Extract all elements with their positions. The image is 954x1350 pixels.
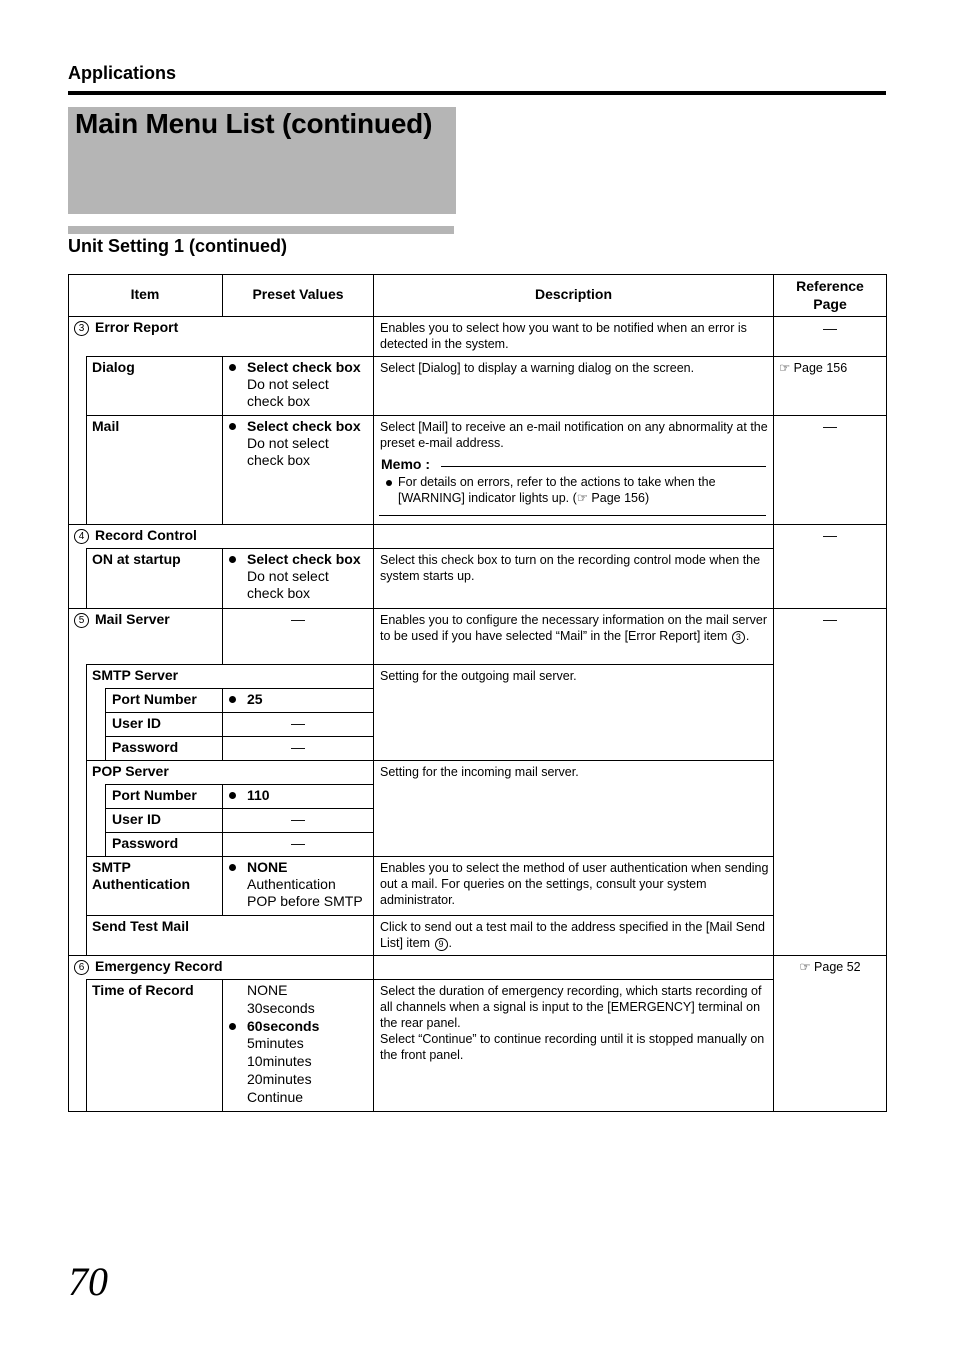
subtitle-rule (68, 226, 454, 234)
col-header-item: Item (130, 286, 160, 302)
desc-send-test-mail (380, 919, 770, 951)
item-emergency-record-label: Emergency Record (95, 958, 223, 974)
item-on-at-startup: ON at startup (92, 551, 181, 567)
time-option: 20minutes (247, 1070, 312, 1087)
preset-pop-user-id: — (291, 811, 305, 827)
item-record-control (74, 527, 374, 544)
item-number-5-icon: 5 (74, 613, 89, 628)
preset-dialog-alt-2: check box (247, 393, 311, 409)
ref-dialog: ☞ Page 156 (779, 361, 848, 375)
ref-record-control: — (823, 527, 837, 543)
time-option: 10minutes (247, 1053, 312, 1070)
desc-mail-server-text: Enables you to configure the necessary information on the mail server to be used if you have selected “Mail” in the [Error Report] item (380, 613, 768, 643)
item-mail-server (74, 611, 224, 628)
item-record-control-label: Record Control (95, 527, 197, 543)
time-option: Continue (247, 1088, 304, 1105)
item-pop-server: POP Server (92, 763, 169, 779)
preset-mail-alt: Do not select (247, 435, 329, 451)
desc-time-of-record-1: Select the duration of emergency recording, which starts recording of all channels when a signal is input to the [EMERGENCY] terminal on the rear panel. (380, 984, 762, 1030)
item-pop-password: Password (112, 835, 179, 851)
item-error-report (74, 319, 374, 336)
ref-mail: — (823, 418, 837, 434)
desc-dialog: Select [Dialog] to display a warning dialog on the screen. (380, 361, 695, 375)
preset-dialog (223, 359, 373, 410)
preset-time-of-record (223, 982, 373, 1107)
preset-smtp-user-id: — (291, 715, 305, 731)
item-smtp-password: Password (112, 739, 179, 755)
page-title: Main Menu List (continued) (75, 108, 433, 139)
col-header-reference (774, 277, 886, 313)
desc-smtp-server: Setting for the outgoing mail server. (380, 669, 577, 683)
col-header-description: Description (534, 286, 612, 302)
item-send-test-mail: Send Test Mail (92, 918, 189, 934)
header-rule (68, 91, 886, 95)
desc-send-test-mail-text: Click to send out a test mail to the address specified in the [Mail Send List] item (380, 920, 765, 950)
item-number-3-icon: 3 (74, 321, 89, 336)
desc-pop-server: Setting for the incoming mail server. (380, 765, 579, 779)
col-header-reference-line2: Page (813, 296, 847, 312)
preset-pop-password: — (291, 835, 305, 851)
memo-title: Memo : (381, 456, 434, 473)
item-pop-user-id: User ID (112, 811, 162, 827)
preset-mail-selected: Select check box (223, 418, 373, 435)
desc-time-of-record-2: Select “Continue” to continue recording until it is stopped manually on the front panel. (380, 1032, 765, 1062)
ref-emergency-record: ☞ Page 52 (799, 960, 861, 974)
item-emergency-record (74, 958, 374, 975)
item-dialog: Dialog (92, 359, 135, 375)
preset-mail-alt-2: check box (247, 452, 311, 468)
item-pop-port-number: Port Number (112, 787, 197, 803)
preset-smtp-authentication-alt: Authentication (247, 876, 336, 892)
desc-time-of-record (380, 983, 770, 1063)
item-mail: Mail (92, 418, 120, 434)
item-number-4-icon: 4 (74, 529, 89, 544)
item-smtp-authentication (92, 859, 220, 893)
memo-bottom-rule (379, 515, 766, 516)
desc-error-report: Enables you to select how you want to be notified when an error is detected in the system. (380, 321, 747, 351)
page-number: 70 (68, 1259, 108, 1304)
section-subtitle: Unit Setting 1 (continued) (68, 236, 287, 256)
preset-mail-server: — (291, 611, 305, 627)
item-time-of-record: Time of Record (92, 982, 194, 998)
desc-on-at-startup: Select this check box to turn on the recording control mode when the system starts up. (380, 553, 761, 583)
desc-send-test-mail-end: . (448, 936, 452, 950)
ref-mail-server: — (823, 611, 837, 627)
item-number-6-icon: 6 (74, 960, 89, 975)
section-label: Applications (68, 63, 177, 83)
time-option: 60seconds (223, 1018, 373, 1036)
item-smtp-port-number: Port Number (112, 691, 197, 707)
col-header-preset: Preset Values (252, 286, 344, 302)
preset-pop-port-number (223, 787, 373, 804)
time-option: NONE (247, 982, 288, 998)
title-banner (68, 107, 456, 214)
preset-pop-port-number-value: 110 (223, 787, 373, 804)
preset-on-at-startup-selected: Select check box (223, 551, 373, 568)
preset-dialog-selected: Select check box (223, 359, 373, 376)
menu-table (68, 274, 887, 1112)
ref-error-report: — (823, 320, 837, 336)
memo-text: For details on errors, refer to the actions to take when the [WARNING] indicator lights up. (☞ Page 156) (380, 474, 740, 506)
item-smtp-server: SMTP Server (92, 667, 179, 683)
preset-on-at-startup-alt-2: check box (247, 585, 311, 601)
preset-on-at-startup-alt: Do not select (247, 568, 329, 584)
preset-smtp-port-number (223, 691, 373, 708)
preset-mail (223, 418, 373, 469)
item-smtp-authentication-line1: SMTP (92, 859, 131, 875)
item-smtp-user-id: User ID (112, 715, 162, 731)
memo-top-rule (441, 466, 766, 467)
preset-on-at-startup (223, 551, 373, 602)
item-mail-server-label: Mail Server (95, 611, 170, 627)
item-smtp-authentication-line2: Authentication (92, 876, 190, 892)
ref-number-3-icon: 3 (732, 631, 745, 644)
desc-mail: Select [Mail] to receive an e-mail notification on any abnormality at the preset e-mail address. (380, 420, 768, 450)
preset-dialog-alt: Do not select (247, 376, 329, 392)
col-header-reference-line1: Reference (796, 278, 864, 294)
preset-smtp-authentication-selected: NONE (223, 859, 373, 876)
item-error-report-label: Error Report (95, 319, 179, 335)
preset-smtp-authentication-alt-2: POP before SMTP (247, 893, 363, 909)
preset-smtp-password: — (291, 739, 305, 755)
ref-number-9-icon: 9 (435, 938, 448, 951)
time-option: 5minutes (247, 1035, 304, 1052)
desc-mail-server (380, 612, 770, 644)
desc-mail-server-end: . (745, 629, 750, 643)
preset-smtp-port-number-value: 25 (223, 691, 373, 708)
preset-smtp-authentication (223, 859, 373, 910)
time-option: 30seconds (247, 999, 315, 1016)
desc-smtp-authentication: Enables you to select the method of user authentication when sending out a mail. For queries on the settings, consult your system administrator. (380, 861, 769, 907)
